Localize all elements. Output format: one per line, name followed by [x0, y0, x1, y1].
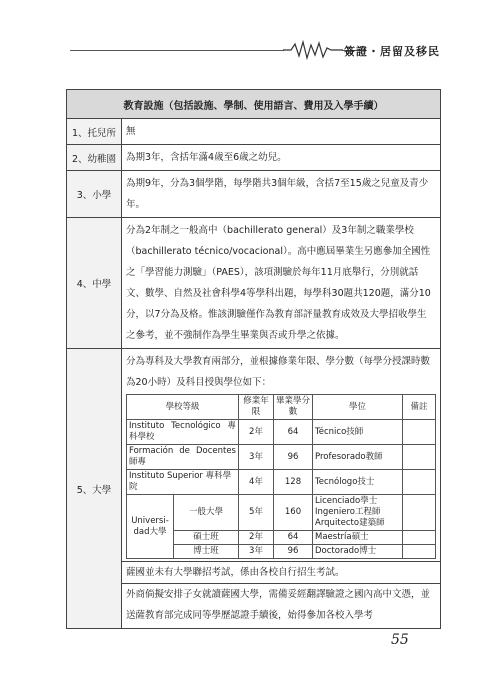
level-cell: 一般大學: [174, 495, 239, 531]
degree-cell: Tecnólogo技士: [313, 470, 403, 495]
university-label-cell: Universi-dad大學: [127, 495, 174, 559]
table-row: [67, 171, 441, 218]
page-header: [70, 40, 440, 60]
content-cell: [122, 349, 441, 629]
header-years: 修業年限: [239, 395, 274, 420]
credits-cell: 64: [274, 531, 313, 545]
years-cell: 3年: [239, 545, 274, 559]
content-cell: 無: [122, 119, 441, 145]
credits-cell: 160: [274, 495, 313, 531]
header-rule-left: [70, 50, 284, 51]
years-cell: 5年: [239, 495, 274, 531]
degree-table: [126, 394, 436, 559]
credits-cell: 96: [274, 545, 313, 559]
school-cell: Formación de Docentes 師專: [127, 445, 239, 470]
remarks-cell: [403, 420, 436, 445]
degree-header-row: [127, 395, 436, 420]
table-heading-row: [67, 90, 441, 119]
university-intro: 分為專科及大學教育兩部分，並根據修業年限、學分數（每學分授課時數為20小時）及科目授與學位如下：: [126, 356, 431, 388]
table-row: [67, 218, 441, 349]
degree-cell: Licenciado學士 Ingeniero工程師 Arquitecto建築師: [313, 495, 403, 531]
university-note-foreign: 外商倘擬安排子女就讀薩國大學，需備妥經翻譯驗證之國內高中文憑，並送薩教育部完成同等學歷認證手續後，始得參加各校入學考: [122, 583, 440, 626]
school-cell: Instituto Superior 專科學院: [127, 470, 239, 495]
university-note-admission: 薩國並未有大學聯招考試，係由各校自行招生考試。: [122, 561, 440, 583]
degree-row: [127, 470, 436, 495]
years-cell: 2年: [239, 531, 274, 545]
school-cell: Instituto Tecnológico 專科學校: [127, 420, 239, 445]
table-row: [67, 349, 441, 629]
remarks-cell: [403, 531, 436, 545]
heartbeat-line-icon: [283, 40, 343, 60]
credits-cell: 128: [274, 470, 313, 495]
content-cell: 分為2年制之一般高中（bachillerato general）及3年制之職業學校（bachillerato técnico/vocacional）。高中應屆畢業生另應參加全國性之「學習能力測驗」（PAES），該項測驗於每年11月底舉行，分別就話文、數學、自然及社會科學4等學科出題，每學科30題共120題，滿分10分，以7分為及格。惟該測驗僅作為教育部評量教育成效及大學招收學生之參考，並不強制作為學生畢業與否或升學之依據。: [122, 218, 441, 349]
content-cell: 為期9年，分為3個學階，每學階共3個年級，含括7至15歲之兒童及青少年。: [122, 171, 441, 218]
remarks-cell: [403, 495, 436, 531]
years-cell: 4年: [239, 470, 274, 495]
credits-cell: 64: [274, 420, 313, 445]
header-school-level: 學校等級: [127, 395, 239, 420]
category-cell: 4、中學: [67, 218, 122, 349]
degree-cell: Maestría碩士: [313, 531, 403, 545]
level-cell: 碩士班: [174, 531, 239, 545]
level-cell: 博士班: [174, 545, 239, 559]
degree-cell: Profesorado教師: [313, 445, 403, 470]
years-cell: 2年: [239, 420, 274, 445]
remarks-cell: [403, 545, 436, 559]
credits-cell: 96: [274, 445, 313, 470]
degree-cell: Técnico技師: [313, 420, 403, 445]
category-cell: 3、小學: [67, 171, 122, 218]
remarks-cell: [403, 445, 436, 470]
header-degree: 學位: [313, 395, 403, 420]
degree-cell: Doctorado博士: [313, 545, 403, 559]
years-cell: 3年: [239, 445, 274, 470]
degree-row: [127, 495, 436, 531]
header-credits: 畢業學分數: [274, 395, 313, 420]
section-title: 簽證・居留及移民: [344, 45, 440, 58]
table-heading: 教育設施（包括設施、學制、使用語言、費用及入學手續）: [67, 90, 441, 119]
header-remarks: 備註: [403, 395, 436, 420]
education-table: [66, 89, 441, 629]
table-row: [67, 119, 441, 145]
degree-row: [127, 531, 436, 545]
category-cell: 1、托兒所: [67, 119, 122, 145]
degree-row: [127, 420, 436, 445]
table-row: [67, 145, 441, 171]
content-cell: 為期3年，含括年滿4歲至6歲之幼兒。: [122, 145, 441, 171]
category-cell: 5、大學: [67, 349, 122, 629]
degree-row: [127, 445, 436, 470]
degree-row: [127, 545, 436, 559]
remarks-cell: [403, 470, 436, 495]
category-cell: 2、幼稚園: [67, 145, 122, 171]
page-number: 55: [391, 632, 409, 648]
